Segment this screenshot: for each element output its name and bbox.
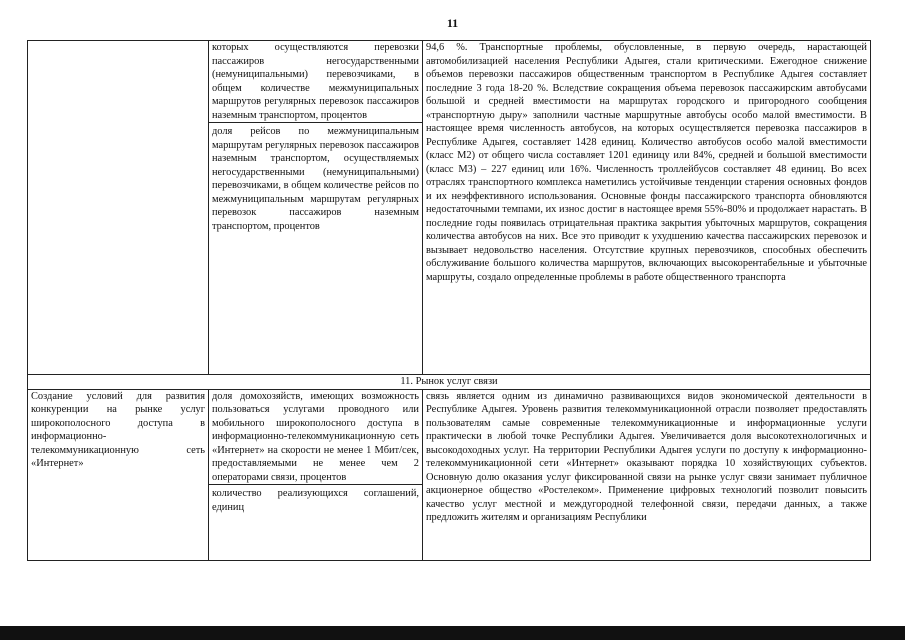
measure-cell-empty bbox=[28, 41, 209, 375]
indicator-text: доля домохозяйств, имеющих возможность пользоваться услугами проводного или мобильного широкополосного доступа в информационно-телекоммуникационную сеть «Интернет» на скорости не менее 1 Мбит/сек, предоставляемыми не менее чем 2 операторами связи, процентов bbox=[212, 390, 419, 483]
table-row bbox=[28, 389, 871, 560]
measure-cell: Создание условий для развития конкуренции на рынке услуг широкополосного доступа в информационно-телекоммуникационную сеть «Интернет» bbox=[28, 389, 209, 560]
indicator-text: которых осуществляются перевозки пассажиров негосударственными (немуниципальными) перевозчиками, в общем количестве межмуниципальных маршрутов регулярных перевозок пассажиров наземным транспортом, процентов bbox=[212, 42, 419, 121]
section-header-row bbox=[28, 375, 871, 390]
description-cell: 94,6 %. Транспортные проблемы, обусловленные, в первую очередь, нарастающей автомобилизацией населения Республики Адыгея, стали критическими. Ежегодное снижение объемов перевозки пассажиров общественным транспортом в Республике Адыгея составляет последние 3 года 18-20 %. Вследствие сокращения объема перевозок пассажирским автобусами большой и средней вместимости на маршрутах городского и пригородного сообщения «транспортную дыру» заполнили частные маршрутные автобусы особо малой вместимости. В настоящее время численность автобусов, на которых осуществляется перевозка пассажиров в Республике Адыгея, составляет 1428 единиц. Количество автобусов особо малой вместимости (класс М2) от общего числа составляет 1201 единицу или 84%, средней и большой вместимости (класс М3) – 227 единиц или 16%. Численность троллейбусов составляет 48 единиц. Во всех отраслях транспортного комплекса наметились устойчивые тенденции старения основных фондов и их неэффективного использования. Основные фонды пассажирского транспорта обновляются недостаточными темпами, их износ достиг в настоящее время 55%-80% и продолжает нарастать. В последние годы появилась отрицательная практика закрытия убыточных маршрутов, сокращения количества автобусов на них. Все это приводит к ухудшению качества пассажирских перевозок и вызывает недовольство населения. Отсутствие крупных перевозчиков, способных обеспечить обслуживание большого количества маршрутов, включающих высокорентабельные и убыточные маршруты, создало определенные проблемы в работе общественного транспорта bbox=[423, 41, 871, 375]
indicator-cell bbox=[209, 41, 423, 375]
document-table bbox=[27, 40, 871, 561]
section-header: 11. Рынок услуг связи bbox=[28, 375, 871, 390]
description-cell: связь является одним из динамично развивающихся видов экономической деятельности в Республике Адыгея. Уровень развития телекоммуникационной отрасли позволяет предоставлять пользователям самые современные телекоммуникационные и информационные услуги практически в любой точке Республики Адыгея. Увеличивается доля высокотехнологичных и высокодоходных услуг. На территории Республики Адыгея услуги по доступу к информационно-телекоммуникационной сети «Интернет» оказывают порядка 10 хозяйствующих субъектов. Основную долю оказания услуг фиксированной связи на рынке услуг связи занимает публичное акционерное общество «Ростелеком». Применение цифровых технологий позволит повысить качество услуг местной и междугородной телефонной связи, передачи данных, а также предложить жителям и организациям Республики bbox=[423, 389, 871, 560]
page-number: 11 bbox=[446, 16, 459, 30]
scan-edge-bar bbox=[0, 626, 905, 640]
indicator-cell bbox=[209, 389, 423, 560]
indicator-text: количество реализующихся соглашений, единиц bbox=[209, 484, 422, 514]
table-row bbox=[28, 41, 871, 375]
indicator-text: доля рейсов по межмуниципальным маршрутам регулярных перевозок пассажиров наземным транспортом, осуществляемых негосударственными (немуниципальными) перевозчиками, в общем количестве рейсов по межмуниципальным маршрутам регулярных перевозок пассажиров наземным транспортом, процентов bbox=[209, 122, 422, 233]
